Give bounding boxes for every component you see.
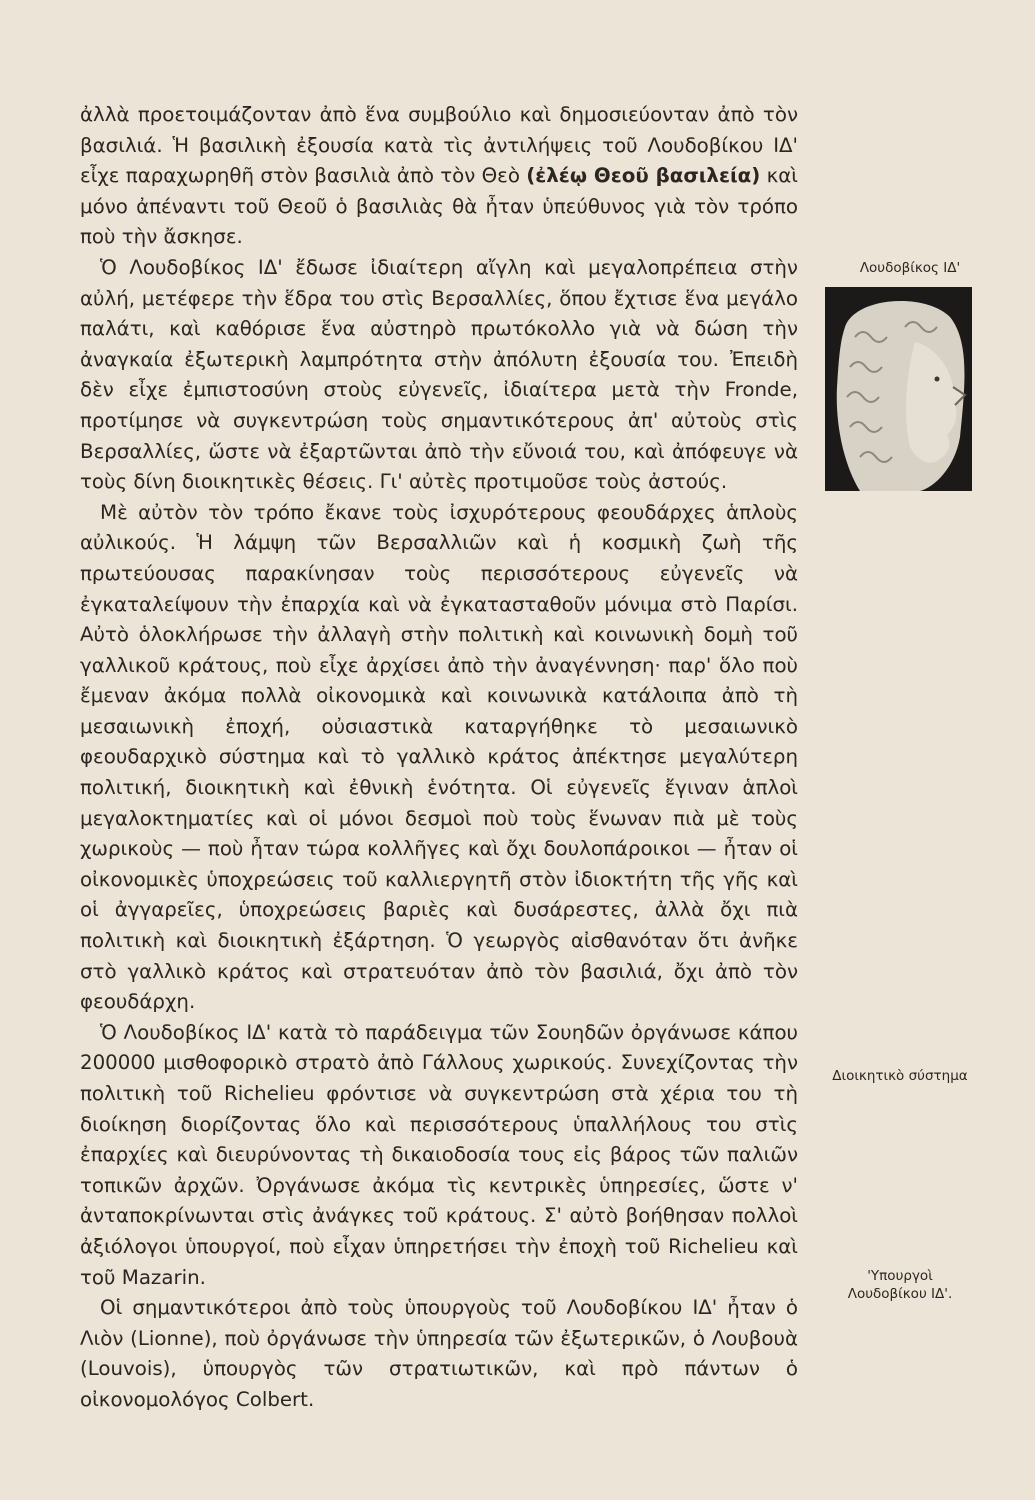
margin-note-administration: Διοικητικὸ σύστημα <box>832 1068 968 1084</box>
paragraph-1-bold-phrase: (ἐλέῳ Θεοῦ βασιλεία) <box>526 164 761 188</box>
paragraph-3: Μὲ αὐτὸν τὸν τρόπο ἔκανε τοὺς ἰσχυρότερους φεουδάρχες ἁπλοὺς αὐλικούς. Ἡ λάμψη τῶν Βερσαλλιῶν καὶ ἡ κοσμικὴ ζωὴ τῆς πρωτεύουσας παρακίνησαν τοὺς περισσότερους εὐγενεῖς νὰ ἐγκαταλείψουν τὴν ἐπαρχία καὶ νὰ ἐγκατασταθοῦν μόνιμα στὸ Παρίσι. Αὐτὸ ὁλοκλήρωσε τὴν ἀλλαγὴ στὴν πολιτικὴ καὶ κοινωνικὴ δομὴ τοῦ γαλλικοῦ κράτους, ποὺ εἶχε ἀρχίσει ἀπὸ τὴν ἀναγέννηση· παρ' ὅλο ποὺ ἔμεναν ἀκόμα πολλὰ οἰκονομικὰ καὶ κοινωνικὰ κατάλοιπα ἀπὸ τὴ μεσαιωνικὴ ἐποχή, οὐσιαστικὰ καταργήθηκε τὸ μεσαιωνικὸ φεουδαρχικὸ σύστημα καὶ τὸ γαλλικὸ κράτος ἀπέκτησε μεγαλύτερη πολιτική, διοικητικὴ καὶ ἐθνικὴ ἑνότητα. Οἱ εὐγενεῖς ἔγιναν ἁπλοὶ μεγαλοκτηματίες καὶ οἱ μόνοι δεσμοὶ ποὺ τοὺς ἕνωναν πιὰ μὲ τοὺς χωρικοὺς — ποὺ ἦταν τώρα κολλῆγες καὶ ὄχι δουλοπάροικοι — ἦταν οἱ οἰκονομικὲς ὑποχρεώσεις τοῦ καλλιεργητῆ στὸν ἰδιοκτήτη τῆς γῆς καὶ οἱ ἀγγαρεῖες, ὑποχρεώσεις βαριὲς καὶ δυσάρεστες, ἀλλὰ ὄχι πιὰ πολιτικὴ καὶ διοικητικὴ ἐξάρτηση. Ὁ γεωργὸς αἰσθανόταν ὅτι ἀνῆκε στὸ γαλλικὸ κράτος καὶ στρατευόταν ἀπὸ τὸν βασιλιά, ὄχι ἀπὸ τὸν φεουδάρχη. <box>80 500 798 1014</box>
paragraph-4: Ὁ Λουδοβίκος ΙΔ' κατὰ τὸ παράδειγμα τῶν Σουηδῶν ὀργάνωσε κάπου 200000 μισθοφορικὸ στρατὸ ἀπὸ Γάλλους χωρικούς. Συνεχίζοντας τὴν πολιτικὴ τοῦ Richelieu φρόντισε νὰ συγκεντρώση στὰ χέρια του τὴ διοίκηση διορίζοντας ὅλο καὶ περισσότερους ὑπαλλήλους του στὶς ἐπαρχίες καὶ διευρύνοντας τὴ δικαιοδοσία τους εἰς βάρος τῶν παλιῶν τοπικῶν ἀρχῶν. Ὀργάνωσε ἀκόμα τὶς κεντρικὲς ὑπηρεσίες, ὥστε ν' ἀνταποκρίνωνται στὶς ἀνάγκες τοῦ κράτους. Σ' αὐτὸ βοήθησαν πολλοὶ ἀξιόλογοι ὑπουργοί, ποὺ εἶχαν ὑπηρετήσει τὴν ἐποχὴ τοῦ Richelieu καὶ τοῦ Mazarin. <box>80 1020 798 1289</box>
portrait-of-louis-xiv-icon <box>825 287 972 491</box>
paragraph-5: Οἱ σημαντικότεροι ἀπὸ τοὺς ὑπουργοὺς τοῦ Λουδοβίκου ΙΔ' ἦταν ὁ Λιὸν (Lionne), ποὺ ὀργάνωσε τὴν ὑπηρεσία τῶν ἐξωτερικῶν, ὁ Λουβουὰ (Louvois), ὑπουργὸς τῶν στρατιωτικῶν, καὶ πρὸ πάντων ὁ οἰκονομολόγος Colbert. <box>80 1296 798 1411</box>
margin-note-louis: Λουδοβίκος ΙΔ' <box>859 260 961 276</box>
paragraph-2: Ὁ Λουδοβίκος ΙΔ' ἔδωσε ἰδιαίτερη αἴγλη καὶ μεγαλοπρέπεια στὴν αὐλή, μετέφερε τὴν ἕδρα του στὶς Βερσαλλίες, ὅπου ἔχτισε ἕνα μεγάλο παλάτι, καὶ καθόρισε ἕνα αὐστηρὸ πρωτόκολλο γιὰ νὰ δώση τὴν ἀναγκαία ἐξωτερικὴ λαμπρότητα στὴν ἀπόλυτη ἐξουσία του. Ἐπειδὴ δὲν εἶχε ἐμπιστοσύνη στοὺς εὐγενεῖς, ἰδιαίτερα μετὰ τὴν Fronde, προτίμησε νὰ συγκεντρώση τοὺς σημαντικότερους ἀπ' αὐτοὺς στὶς Βερσαλλίες, ὥστε νὰ ἐξαρτῶνται ἀπὸ τὴν εὔνοιά του, καὶ ἀπόφευγε νὰ τοὺς δίνη διοικητικὲς θέσεις. Γι' αὐτὲς προτιμοῦσε τοὺς ἀστούς. <box>80 255 798 494</box>
margin-note-ministers <box>825 1267 975 1303</box>
paragraph-1-text-b: καὶ μόνο ἀπέναντι τοῦ Θεοῦ ὁ βασιλιὰς θὰ ἦταν ὑπεύθυνος γιὰ τὸν τρόπο ποὺ τὴν ἄσκησε. <box>80 164 798 249</box>
paragraph-1 <box>80 100 798 253</box>
paragraph-1-text-a: ἀλλὰ προετοιμάζονταν ἀπὸ ἕνα συμβούλιο καὶ δημοσιεύονταν ἀπὸ τὸν βασιλιά. Ἡ βασιλικὴ ἐξουσία κατὰ τὶς ἀντιλήψεις τοῦ Λουδοβίκου ΙΔ' εἶχε παραχωρηθῆ στὸν βασιλιὰ ἀπὸ τὸν Θεὸ <box>80 103 798 188</box>
portrait-image <box>825 287 972 491</box>
main-text-column <box>80 100 798 1416</box>
margin-note-ministers-line-2: Λουδοβίκου ΙΔ'. <box>847 1286 953 1302</box>
margin-note-ministers-line-1: 'Υπουργοὶ <box>867 1268 933 1284</box>
